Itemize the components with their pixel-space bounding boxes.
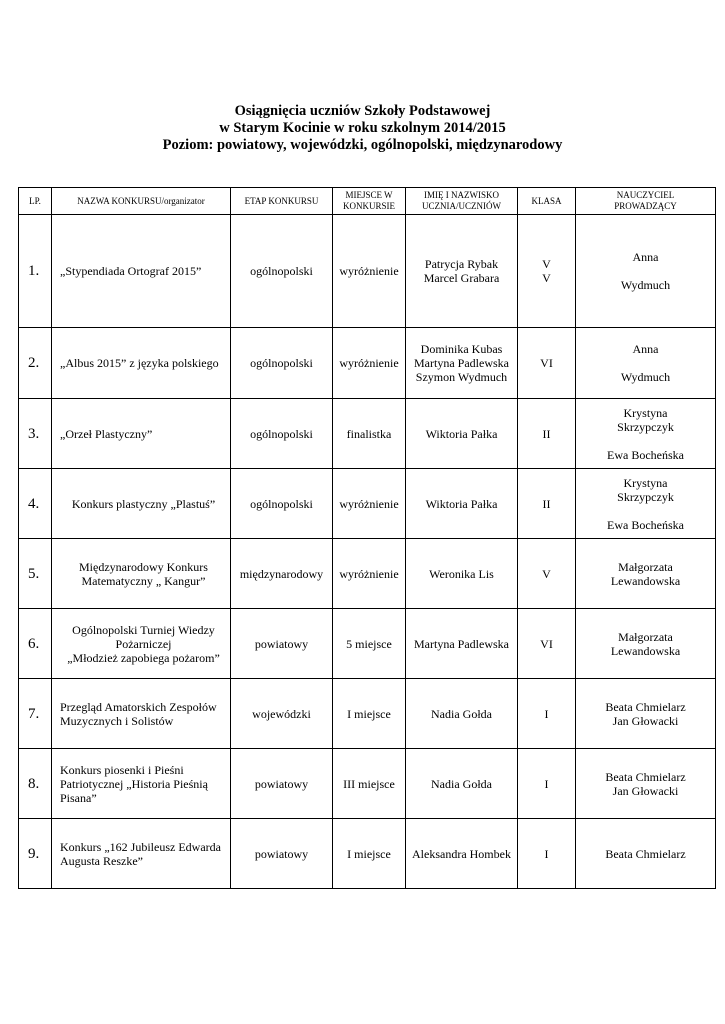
cell-students: Weronika Lis xyxy=(406,539,518,609)
cell-stage: powiatowy xyxy=(231,749,333,819)
cell-lp: 6. xyxy=(19,609,52,679)
cell-students: Nadia Gołda xyxy=(406,679,518,749)
cell-students: Patrycja Rybak Marcel Grabara xyxy=(406,215,518,328)
cell-stage: międzynarodowy xyxy=(231,539,333,609)
cell-lp: 5. xyxy=(19,539,52,609)
cell-lp: 8. xyxy=(19,749,52,819)
cell-place: wyróżnienie xyxy=(333,539,406,609)
cell-place: wyróżnienie xyxy=(333,328,406,399)
cell-stage: powiatowy xyxy=(231,819,333,889)
table-row xyxy=(19,399,716,469)
cell-place: III miejsce xyxy=(333,749,406,819)
cell-teachers: Krystyna Skrzypczyk Ewa Bocheńska xyxy=(576,469,716,539)
cell-place: finalistka xyxy=(333,399,406,469)
header-place: MIEJSCE W KONKURSIE xyxy=(333,188,406,215)
cell-teachers: Anna Wydmuch xyxy=(576,328,716,399)
cell-class: VI xyxy=(518,609,576,679)
header-student: IMIĘ I NAZWISKO UCZNIA/UCZNIÓW xyxy=(406,188,518,215)
cell-lp: 7. xyxy=(19,679,52,749)
cell-teachers: Małgorzata Lewandowska xyxy=(576,539,716,609)
cell-students: Nadia Gołda xyxy=(406,749,518,819)
table-row xyxy=(19,819,716,889)
cell-stage: ogólnopolski xyxy=(231,328,333,399)
cell-lp: 4. xyxy=(19,469,52,539)
table-row xyxy=(19,469,716,539)
cell-lp: 9. xyxy=(19,819,52,889)
cell-competition-name: Konkurs plastyczny „Plastuś” xyxy=(52,469,231,539)
cell-lp: 3. xyxy=(19,399,52,469)
cell-stage: ogólnopolski xyxy=(231,469,333,539)
header-teacher: NAUCZYCIEL PROWADZĄCY xyxy=(576,188,716,215)
cell-students: Martyna Padlewska xyxy=(406,609,518,679)
cell-place: I miejsce xyxy=(333,679,406,749)
cell-competition-name: Konkurs „162 Jubileusz Edwarda Augusta Reszke” xyxy=(52,819,231,889)
cell-place: I miejsce xyxy=(333,819,406,889)
cell-competition-name: „Albus 2015” z języka polskiego xyxy=(52,328,231,399)
table-row xyxy=(19,215,716,328)
cell-place: wyróżnienie xyxy=(333,469,406,539)
cell-competition-name: „Stypendiada Ortograf 2015” xyxy=(52,215,231,328)
title-line-1: Osiągnięcia uczniów Szkoły Podstawowej xyxy=(234,103,491,119)
achievements-table xyxy=(18,187,716,889)
cell-stage: ogólnopolski xyxy=(231,399,333,469)
cell-competition-name: „Orzeł Plastyczny” xyxy=(52,399,231,469)
cell-students: Wiktoria Pałka xyxy=(406,469,518,539)
cell-students: Wiktoria Pałka xyxy=(406,399,518,469)
cell-place: 5 miejsce xyxy=(333,609,406,679)
cell-class: VI xyxy=(518,328,576,399)
table-row xyxy=(19,328,716,399)
header-class: KLASA xyxy=(518,188,576,215)
title-line-2: w Starym Kocinie w roku szkolnym 2014/2015 xyxy=(219,120,506,136)
table-row xyxy=(19,679,716,749)
cell-lp: 2. xyxy=(19,328,52,399)
header-stage: ETAP KONKURSU xyxy=(231,188,333,215)
cell-class: V V xyxy=(518,215,576,328)
cell-teachers: Beata Chmielarz Jan Głowacki xyxy=(576,679,716,749)
cell-students: Dominika Kubas Martyna Padlewska Szymon Wydmuch xyxy=(406,328,518,399)
cell-teachers: Beata Chmielarz Jan Głowacki xyxy=(576,749,716,819)
cell-class: I xyxy=(518,819,576,889)
header-competition-name: NAZWA KONKURSU/organizator xyxy=(52,188,231,215)
cell-stage: powiatowy xyxy=(231,609,333,679)
cell-competition-name: Międzynarodowy Konkurs Matematyczny „ Kangur” xyxy=(52,539,231,609)
header-lp: LP. xyxy=(19,188,52,215)
cell-class: I xyxy=(518,679,576,749)
table-row xyxy=(19,749,716,819)
cell-competition-name: Przegląd Amatorskich Zespołów Muzycznych i Solistów xyxy=(52,679,231,749)
cell-class: II xyxy=(518,399,576,469)
cell-class: V xyxy=(518,539,576,609)
cell-competition-name: Konkurs piosenki i Pieśni Patriotycznej „Historia Pieśnią Pisana” xyxy=(52,749,231,819)
cell-lp: 1. xyxy=(19,215,52,328)
cell-teachers: Beata Chmielarz xyxy=(576,819,716,889)
cell-teachers: Krystyna Skrzypczyk Ewa Bocheńska xyxy=(576,399,716,469)
cell-students: Aleksandra Hombek xyxy=(406,819,518,889)
cell-place: wyróżnienie xyxy=(333,215,406,328)
cell-teachers: Małgorzata Lewandowska xyxy=(576,609,716,679)
cell-stage: wojewódzki xyxy=(231,679,333,749)
title-line-3: Poziom: powiatowy, wojewódzki, ogólnopolski, międzynarodowy xyxy=(162,137,563,153)
cell-teachers: Anna Wydmuch xyxy=(576,215,716,328)
cell-stage: ogólnopolski xyxy=(231,215,333,328)
cell-competition-name: Ogólnopolski Turniej Wiedzy Pożarniczej „Młodzież zapobiega pożarom” xyxy=(52,609,231,679)
cell-class: II xyxy=(518,469,576,539)
table-row xyxy=(19,609,716,679)
document-title xyxy=(0,103,725,154)
table-row xyxy=(19,539,716,609)
cell-class: I xyxy=(518,749,576,819)
table-header-row xyxy=(19,188,716,215)
